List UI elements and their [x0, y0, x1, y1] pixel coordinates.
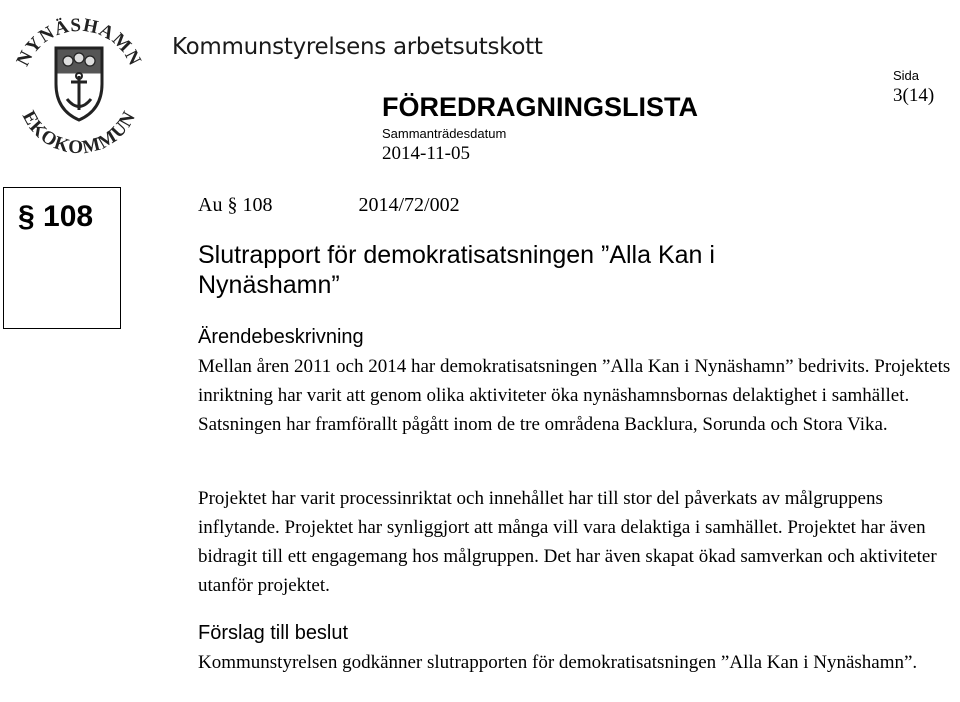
description-heading: Ärendebeskrivning	[198, 326, 364, 348]
committee-name: Kommunstyrelsens arbetsutskott	[172, 34, 543, 60]
case-number: 108	[242, 194, 273, 216]
logo-text-bottom: EKOKOMMUN	[17, 107, 141, 156]
meeting-date-value: 2014-11-05	[382, 143, 470, 164]
paragraph-number-value: 108	[43, 200, 94, 233]
proposal-text: Kommunstyrelsen godkänner slutrapporten för demokratisatsningen ”Alla Kan i Nynäshamn”.	[198, 652, 918, 673]
page-number: 3(14)	[893, 85, 935, 106]
case-reference	[198, 194, 460, 217]
item-title: Slutrapport för demokratisatsningen ”Alla Kan i Nynäshamn”	[198, 241, 715, 299]
case-section-symbol: §	[227, 194, 238, 216]
description-paragraph-1: Mellan åren 2011 och 2014 har demokratisatsningen ”Alla Kan i Nynäshamn” bedrivits. Projektets inriktning har varit att genom olika aktiviteter öka nynäshamnsbornas delaktighet i samhället. Satsningen har framförallt pågått inom de tre områdena Backlura, Sorunda och Stora Vika.	[198, 356, 951, 435]
logo-text-top: NYNÄSHAMN	[12, 14, 146, 70]
page-label: Sida	[893, 68, 920, 83]
description-paragraph-2: Projektet har varit processinriktat och innehållet har till stor del påverkats av målgruppens inflytande. Projektet har synliggjort att många vill vara delaktiga i samhället. Projektet har även bidragit till ett engagemang hos målgruppen. Det har även skapat ökad samverkan och aktiviteter utanför projektet.	[198, 488, 937, 596]
section-symbol: §	[18, 200, 35, 233]
document-title: FÖREDRAGNINGSLISTA	[382, 92, 698, 122]
case-prefix: Au	[198, 194, 223, 216]
registration-number: 2014/72/002	[358, 194, 460, 216]
paragraph-number	[18, 200, 93, 234]
proposal-heading: Förslag till beslut	[198, 622, 349, 644]
municipality-logo	[4, 6, 154, 156]
coat-of-arms-icon	[56, 48, 102, 120]
meeting-date-label: Sammanträdesdatum	[382, 126, 507, 141]
